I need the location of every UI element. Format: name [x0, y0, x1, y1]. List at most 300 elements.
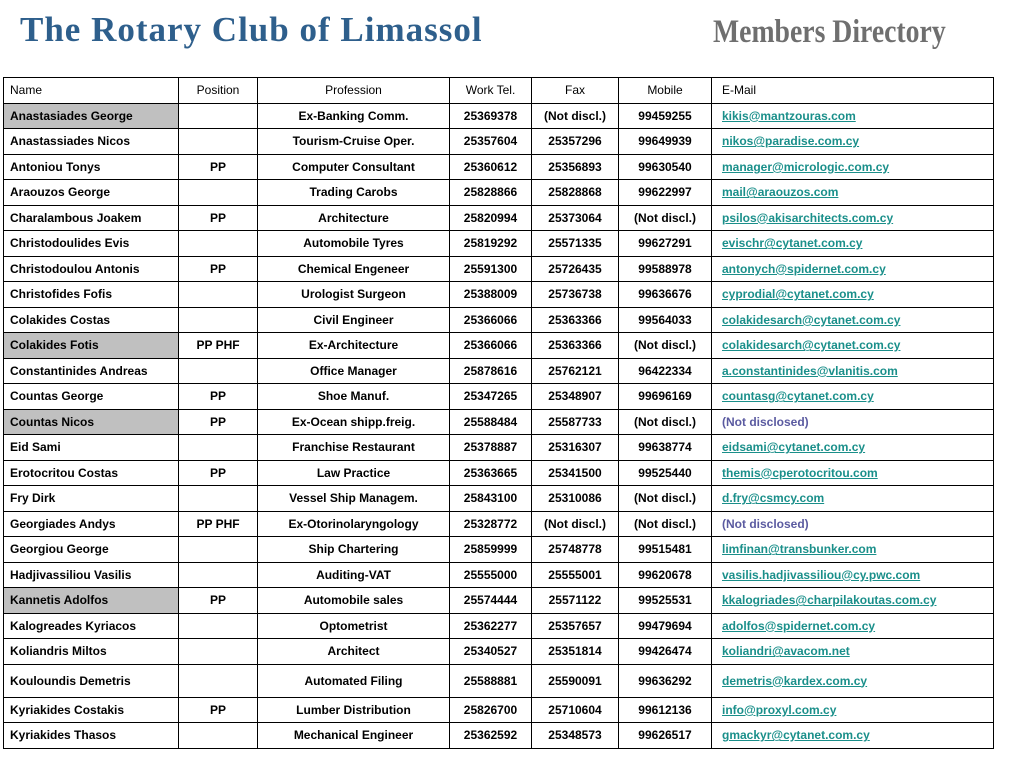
table-row: [4, 409, 994, 435]
member-profession-cell: [258, 613, 450, 639]
column-header: Fax: [532, 78, 619, 104]
member-work-tel: 25826700: [463, 702, 518, 717]
member-fax-cell: [532, 486, 619, 512]
email-link[interactable]: countasg@cytanet.com.cy: [722, 389, 874, 404]
member-name-cell: [4, 639, 179, 665]
member-profession: Ship Chartering: [308, 542, 399, 557]
member-name: Georgiou George: [10, 542, 109, 557]
member-fax-cell: [532, 333, 619, 359]
member-mobile-cell: [619, 333, 712, 359]
member-fax: 25571335: [548, 236, 602, 251]
member-work-tel-cell: [450, 562, 532, 588]
email-link[interactable]: koliandri@avacom.net: [722, 644, 850, 659]
member-mobile-cell: [619, 282, 712, 308]
member-profession: Franchise Restaurant: [292, 440, 415, 455]
member-name-cell: [4, 664, 179, 697]
member-email-cell: [712, 435, 994, 461]
member-name-cell: [4, 697, 179, 723]
member-fax-cell: [532, 613, 619, 639]
member-position-cell: [179, 697, 258, 723]
member-work-tel: 25819292: [463, 236, 518, 251]
member-profession: Architect: [327, 644, 380, 659]
member-mobile: 99564033: [638, 312, 692, 327]
member-work-tel-cell: [450, 537, 532, 563]
member-email-cell: [712, 486, 994, 512]
member-name-cell: [4, 562, 179, 588]
table-row: [4, 231, 994, 257]
member-work-tel: 25357604: [463, 134, 518, 149]
member-mobile-cell: [619, 256, 712, 282]
member-fax-cell: [532, 639, 619, 665]
member-mobile: 99515481: [638, 542, 692, 557]
member-work-tel-cell: [450, 664, 532, 697]
member-fax: 25351814: [548, 644, 602, 659]
member-work-tel: 25555000: [463, 567, 518, 582]
member-email-cell: [712, 639, 994, 665]
member-name-cell: [4, 231, 179, 257]
member-fax-cell: [532, 154, 619, 180]
member-name: Kouloundis Demetris: [10, 673, 131, 688]
member-fax-cell: [532, 256, 619, 282]
member-position-cell: [179, 435, 258, 461]
member-mobile-cell: [619, 358, 712, 384]
member-work-tel: 25828866: [463, 185, 518, 200]
member-profession: Trading Carobs: [309, 185, 398, 200]
member-name-cell: [4, 205, 179, 231]
member-name-cell: [4, 435, 179, 461]
column-header: Name: [4, 78, 179, 104]
member-profession-cell: [258, 333, 450, 359]
table-row: [4, 435, 994, 461]
member-profession: Chemical Engeneer: [297, 261, 410, 276]
member-email-cell: [712, 231, 994, 257]
email-link[interactable]: gmackyr@cytanet.com.cy: [722, 728, 870, 743]
member-email-cell: [712, 384, 994, 410]
email-link[interactable]: vasilis.hadjivassiliou@cy.pwc.com: [722, 567, 921, 582]
member-email-cell: [712, 129, 994, 155]
member-fax: 25762121: [548, 363, 602, 378]
member-mobile: 99426474: [638, 644, 692, 659]
member-profession: Lumber Distribution: [296, 702, 411, 717]
member-mobile: (Not discl.): [634, 210, 696, 225]
member-work-tel: 25859999: [463, 542, 518, 557]
member-mobile-cell: [619, 537, 712, 563]
email-link[interactable]: info@proxyl.com.cy: [722, 702, 837, 717]
member-fax: 25373064: [548, 210, 602, 225]
member-profession-cell: [258, 307, 450, 333]
member-position-cell: [179, 486, 258, 512]
member-name: Kalogreades Kyriacos: [10, 618, 137, 633]
member-profession: Automobile Tyres: [303, 236, 404, 251]
member-position-cell: [179, 384, 258, 410]
member-profession-cell: [258, 537, 450, 563]
member-profession-cell: [258, 664, 450, 697]
member-work-tel-cell: [450, 409, 532, 435]
member-name: Koliandris Miltos: [10, 644, 107, 659]
member-email-cell: [712, 256, 994, 282]
member-mobile: (Not discl.): [634, 338, 696, 353]
member-work-tel-cell: [450, 333, 532, 359]
member-position-cell: [179, 639, 258, 665]
member-mobile: 99636676: [638, 287, 692, 302]
member-position-cell: [179, 460, 258, 486]
table-row: [4, 180, 994, 206]
member-name: Constantinides Andreas: [10, 363, 148, 378]
member-fax: 25341500: [548, 465, 602, 480]
member-work-tel: 25347265: [463, 389, 518, 404]
member-profession-cell: [258, 154, 450, 180]
member-position-cell: [179, 154, 258, 180]
table-row: [4, 333, 994, 359]
member-name: Anastassiades Nicos: [10, 134, 131, 149]
member-profession: Ex-Architecture: [308, 338, 399, 353]
member-position-cell: [179, 180, 258, 206]
member-fax: 25348907: [548, 389, 602, 404]
member-mobile: 99630540: [638, 159, 692, 174]
member-fax: 25363366: [548, 312, 602, 327]
member-profession-cell: [258, 697, 450, 723]
member-position-cell: [179, 358, 258, 384]
member-fax: 25726435: [548, 261, 602, 276]
member-profession: Law Practice: [316, 465, 391, 480]
table-row: [4, 307, 994, 333]
member-email-cell: [712, 358, 994, 384]
email-link[interactable]: limfinan@transbunker.com: [722, 542, 877, 557]
table-row: [4, 460, 994, 486]
member-position: PP: [209, 389, 226, 404]
member-profession-cell: [258, 256, 450, 282]
member-email-cell: [712, 205, 994, 231]
email-link[interactable]: manager@micrologic.com.cy: [722, 159, 890, 174]
member-position: PP PHF: [196, 516, 240, 531]
member-name: Colakides Fotis: [10, 338, 99, 353]
page-title: The Rotary Club of Limassol: [20, 10, 483, 49]
member-fax-cell: [532, 511, 619, 537]
member-mobile-cell: [619, 460, 712, 486]
member-email-cell: [712, 613, 994, 639]
member-name: Georgiades Andys: [10, 516, 116, 531]
member-name-cell: [4, 409, 179, 435]
member-position: PP PHF: [196, 338, 240, 353]
member-mobile: 99588978: [638, 261, 692, 276]
member-name-cell: [4, 180, 179, 206]
email-link[interactable]: psilos@akisarchitects.com.cy: [722, 210, 894, 225]
table-row: [4, 282, 994, 308]
member-position: PP: [209, 593, 226, 608]
member-fax-cell: [532, 307, 619, 333]
email-not-disclosed: (Not disclosed): [722, 414, 809, 429]
member-profession-cell: [258, 205, 450, 231]
email-link[interactable]: demetris@kardex.com.cy: [722, 673, 868, 688]
member-position-cell: [179, 613, 258, 639]
member-fax-cell: [532, 205, 619, 231]
member-position-cell: [179, 282, 258, 308]
email-link[interactable]: themis@cperotocritou.com: [722, 465, 878, 480]
member-work-tel: 25378887: [463, 440, 518, 455]
member-work-tel: 25363665: [463, 465, 518, 480]
member-position: PP: [209, 159, 226, 174]
member-profession-cell: [258, 511, 450, 537]
member-profession-cell: [258, 460, 450, 486]
member-work-tel: 25878616: [463, 363, 518, 378]
member-position-cell: [179, 256, 258, 282]
table-row: [4, 537, 994, 563]
member-name-cell: [4, 537, 179, 563]
page-subtitle: Members Directory: [713, 14, 946, 50]
member-name-cell: [4, 358, 179, 384]
email-link[interactable]: kikis@mantzouras.com: [722, 108, 856, 123]
member-mobile-cell: [619, 562, 712, 588]
member-work-tel-cell: [450, 256, 532, 282]
member-mobile-cell: [619, 639, 712, 665]
member-name: Antoniou Tonys: [10, 159, 101, 174]
member-name-cell: [4, 307, 179, 333]
table-row: [4, 358, 994, 384]
member-name-cell: [4, 154, 179, 180]
member-fax: (Not discl.): [544, 108, 606, 123]
member-mobile-cell: [619, 435, 712, 461]
member-profession-cell: [258, 384, 450, 410]
member-mobile: 99622997: [638, 185, 692, 200]
member-email-cell: [712, 588, 994, 614]
email-link[interactable]: d.fry@csmcy.com: [722, 491, 825, 506]
member-name: Hadjivassiliou Vasilis: [10, 567, 132, 582]
member-profession-cell: [258, 282, 450, 308]
table-row: [4, 723, 994, 749]
member-work-tel-cell: [450, 358, 532, 384]
member-name: Eid Sami: [10, 440, 61, 455]
table-row: [4, 256, 994, 282]
table-row: [4, 562, 994, 588]
member-email-cell: [712, 103, 994, 129]
member-fax-cell: [532, 537, 619, 563]
member-position-cell: [179, 511, 258, 537]
member-work-tel-cell: [450, 180, 532, 206]
member-profession-cell: [258, 180, 450, 206]
member-fax-cell: [532, 588, 619, 614]
member-email-cell: [712, 154, 994, 180]
member-mobile-cell: [619, 231, 712, 257]
member-mobile-cell: [619, 486, 712, 512]
table-row: [4, 486, 994, 512]
member-email-cell: [712, 562, 994, 588]
table-row: [4, 511, 994, 537]
member-fax-cell: [532, 358, 619, 384]
member-profession: Mechanical Engineer: [293, 728, 414, 743]
table-row: [4, 613, 994, 639]
member-fax-cell: [532, 231, 619, 257]
email-link[interactable]: antonych@spidernet.com.cy: [722, 261, 886, 276]
table-row: [4, 205, 994, 231]
table-row: [4, 103, 994, 129]
members-table: [3, 77, 994, 749]
member-fax: 25828868: [548, 185, 602, 200]
email-link[interactable]: eidsami@cytanet.com.cy: [722, 440, 866, 455]
member-mobile: (Not discl.): [634, 516, 696, 531]
member-profession: Ex-Banking Comm.: [298, 108, 409, 123]
member-work-tel-cell: [450, 384, 532, 410]
member-work-tel-cell: [450, 307, 532, 333]
member-mobile: (Not discl.): [634, 414, 696, 429]
member-position-cell: [179, 333, 258, 359]
member-mobile-cell: [619, 664, 712, 697]
member-mobile-cell: [619, 697, 712, 723]
member-mobile: 99525531: [638, 593, 692, 608]
member-name-cell: [4, 282, 179, 308]
member-work-tel: 25588881: [463, 673, 518, 688]
email-link[interactable]: adolfos@spidernet.com.cy: [722, 618, 876, 633]
member-profession: Computer Consultant: [292, 159, 415, 174]
member-name-cell: [4, 333, 179, 359]
member-name-cell: [4, 256, 179, 282]
member-work-tel-cell: [450, 231, 532, 257]
table-row: [4, 697, 994, 723]
member-fax: 25316307: [548, 440, 602, 455]
member-profession: Vessel Ship Managem.: [289, 491, 418, 506]
member-fax: 25748778: [548, 542, 602, 557]
member-mobile-cell: [619, 103, 712, 129]
email-link[interactable]: evischr@cytanet.com.cy: [722, 236, 863, 251]
member-name: Kyriakides Costakis: [10, 702, 125, 717]
member-profession-cell: [258, 231, 450, 257]
email-link[interactable]: a.constantinides@vlanitis.com: [722, 363, 898, 378]
column-header: Work Tel.: [450, 78, 532, 104]
member-work-tel-cell: [450, 205, 532, 231]
member-work-tel: 25366066: [463, 338, 518, 353]
member-fax-cell: [532, 103, 619, 129]
member-position-cell: [179, 537, 258, 563]
member-work-tel: 25843100: [463, 491, 518, 506]
member-fax: 25571122: [548, 593, 602, 608]
email-link[interactable]: colakidesarch@cytanet.com.cy: [722, 312, 901, 327]
member-mobile: 99636292: [638, 673, 692, 688]
email-link[interactable]: colakidesarch@cytanet.com.cy: [722, 338, 901, 353]
member-work-tel: 25591300: [463, 261, 518, 276]
member-name: Charalambous Joakem: [10, 210, 142, 225]
column-header: E-Mail: [712, 78, 994, 104]
member-profession-cell: [258, 103, 450, 129]
member-fax-cell: [532, 409, 619, 435]
member-work-tel-cell: [450, 460, 532, 486]
member-work-tel: 25366066: [463, 312, 518, 327]
member-profession: Civil Engineer: [313, 312, 394, 327]
member-mobile: (Not discl.): [634, 491, 696, 506]
member-mobile: 99626517: [638, 728, 692, 743]
member-work-tel-cell: [450, 639, 532, 665]
member-mobile-cell: [619, 588, 712, 614]
member-name: Christodoulides Evis: [10, 236, 130, 251]
table-row: [4, 664, 994, 697]
member-work-tel-cell: [450, 697, 532, 723]
member-email-cell: [712, 723, 994, 749]
email-link[interactable]: kkalogriades@charpilakoutas.com.cy: [722, 593, 937, 608]
member-work-tel-cell: [450, 588, 532, 614]
member-fax-cell: [532, 562, 619, 588]
member-fax: 25710604: [548, 702, 602, 717]
member-profession-cell: [258, 562, 450, 588]
member-position: PP: [209, 465, 226, 480]
table-row: [4, 588, 994, 614]
member-position-cell: [179, 409, 258, 435]
column-header: Profession: [258, 78, 450, 104]
member-name-cell: [4, 723, 179, 749]
member-mobile-cell: [619, 180, 712, 206]
member-profession-cell: [258, 486, 450, 512]
member-work-tel: 25362592: [463, 728, 518, 743]
table-row: [4, 384, 994, 410]
member-profession-cell: [258, 588, 450, 614]
member-email-cell: [712, 460, 994, 486]
member-profession: Ex-Otorinolaryngology: [288, 516, 419, 531]
member-name: Fry Dirk: [10, 491, 56, 506]
member-profession: Optometrist: [319, 618, 388, 633]
member-position-cell: [179, 588, 258, 614]
member-fax: 25363366: [548, 338, 602, 353]
member-position-cell: [179, 103, 258, 129]
member-name: Christofides Fofis: [10, 287, 113, 302]
member-mobile: 99649939: [638, 134, 692, 149]
column-header: Mobile: [619, 78, 712, 104]
table-row: [4, 639, 994, 665]
member-profession: Automobile sales: [303, 593, 404, 608]
member-fax-cell: [532, 664, 619, 697]
member-name: Kannetis Adolfos: [10, 593, 109, 608]
member-email-cell: [712, 697, 994, 723]
email-link[interactable]: cyprodial@cytanet.com.cy: [722, 287, 874, 302]
member-mobile: 99525440: [638, 465, 692, 480]
member-fax-cell: [532, 129, 619, 155]
member-position-cell: [179, 723, 258, 749]
member-mobile: 99627291: [638, 236, 692, 251]
member-work-tel-cell: [450, 723, 532, 749]
member-work-tel-cell: [450, 154, 532, 180]
member-fax: 25310086: [548, 491, 602, 506]
email-link[interactable]: nikos@paradise.com.cy: [722, 134, 860, 149]
member-position: PP: [209, 414, 226, 429]
member-work-tel: 25574444: [463, 593, 518, 608]
member-fax: 25356893: [548, 159, 602, 174]
member-mobile-cell: [619, 205, 712, 231]
member-name: Colakides Costas: [10, 312, 111, 327]
member-name-cell: [4, 460, 179, 486]
member-mobile-cell: [619, 409, 712, 435]
member-work-tel: 25588484: [463, 414, 518, 429]
member-fax-cell: [532, 723, 619, 749]
member-email-cell: [712, 282, 994, 308]
member-fax-cell: [532, 282, 619, 308]
member-mobile-cell: [619, 613, 712, 639]
member-fax: 25357657: [548, 618, 602, 633]
member-position-cell: [179, 129, 258, 155]
member-fax: 25348573: [548, 728, 602, 743]
member-name: Anastasiades George: [10, 108, 133, 123]
member-email-cell: [712, 333, 994, 359]
member-mobile-cell: [619, 384, 712, 410]
email-link[interactable]: mail@araouzos.com: [722, 185, 839, 200]
member-profession: Shoe Manuf.: [317, 389, 390, 404]
member-fax-cell: [532, 180, 619, 206]
member-fax: (Not discl.): [544, 516, 606, 531]
member-name-cell: [4, 588, 179, 614]
member-name: Countas George: [10, 389, 104, 404]
member-position-cell: [179, 307, 258, 333]
member-mobile: 99696169: [638, 389, 692, 404]
member-profession-cell: [258, 358, 450, 384]
member-name: Araouzos George: [10, 185, 111, 200]
member-position-cell: [179, 205, 258, 231]
member-work-tel-cell: [450, 129, 532, 155]
member-work-tel-cell: [450, 511, 532, 537]
